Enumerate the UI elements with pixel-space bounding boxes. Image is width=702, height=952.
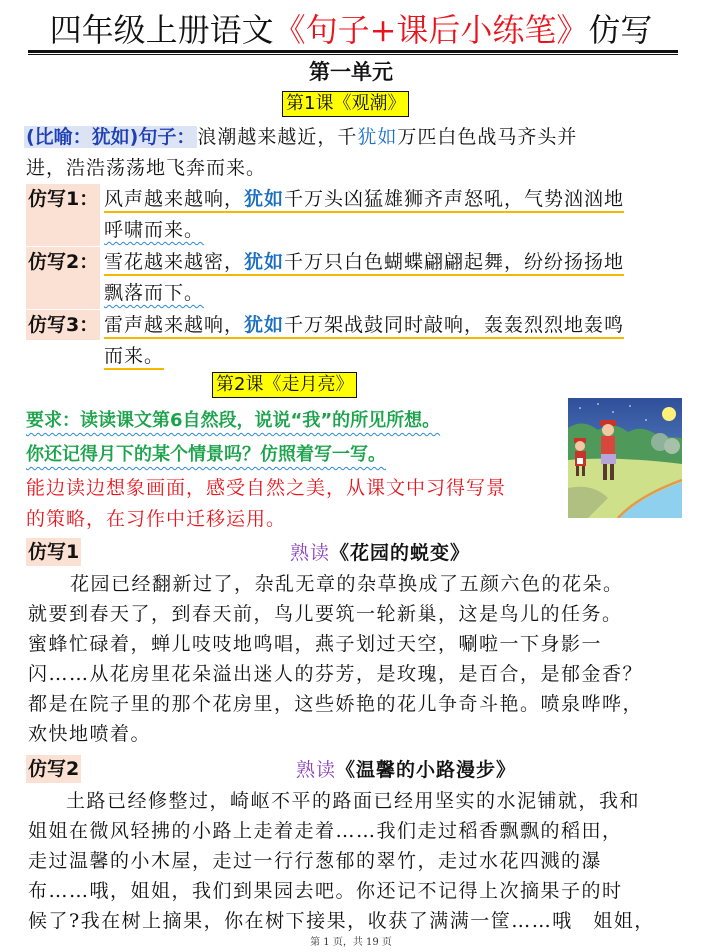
imitation-3-text-a: 雷声越来越响， [104,314,245,336]
lesson-1-tag: 第1课《观潮》 [282,91,409,117]
passage-line: 布……哦，姐姐，我们到果园去吧。你还记不记得上次摘果子的时 [28,880,623,902]
passage-line: 候了?我在树上摘果，你在树下接果，收获了满满一筐……哦 姐姐， [28,910,655,932]
goal-line-1: 能边读边想象画面，感受自然之美，从课文中习得写景 [26,477,507,499]
imitation-1-text-a: 风声越来越响， [104,188,245,210]
imitation-1-keyword: 犹如 [244,188,285,210]
passage-line: 蜜蜂忙碌着，蝉儿吱吱地鸣唱，燕子划过天空，唰啦一下身影一 [28,633,603,655]
imitation-1-text-c: 呼啸而来。 [104,219,205,241]
document-title [0,10,702,50]
passage-line: 欢快地喷着。 [28,723,152,745]
imitation-2-text-c: 飘落而下。 [104,282,205,304]
requirement-line-2 [26,442,386,468]
passage-line: 都是在院子里的那个花房里，这些娇艳的花儿争奇斗艳。喷泉哗哗， [28,693,644,715]
imitation-1-line-1 [104,186,624,212]
imitation-3-label [26,310,100,340]
imitation-3-text-b: 千万架战鼓同时敲响，轰轰烈烈地轰鸣 [284,314,625,336]
imitation-3-keyword: 犹如 [244,314,285,336]
imitation-1-text-b: 千万头凶猛雄狮齐声怒吼，气势汹汹地 [284,188,625,210]
goal-line-2: 的策略，在习作中迁移运用。 [26,508,287,530]
passage-line: 土路已经修整过，崎岖不平的路面已经用坚实的水泥铺就，我和 [66,790,641,812]
imitation-2-line-2 [104,280,204,306]
practice-2-book-title: 《温馨的小路漫步》 [336,759,517,781]
imitation-1-line-2 [104,217,204,243]
practice-2-heading [296,757,516,783]
example-sentence-line-1 [24,124,577,150]
example-keyword: 犹如 [357,126,398,148]
imitation-2-label [26,247,100,309]
title-suffix: 仿写 [588,11,653,49]
imitation-3-line-2 [104,343,164,369]
practice-2-label: 仿写2 [26,755,81,783]
imitation-1-underlined [104,188,624,213]
example-sentence-line-2: 进，浩浩荡荡地飞奔而来。 [26,157,267,179]
passage-line: 闪……从花房里花朵溢出迷人的芬芳，是玫瑰，是百合，是郁金香？ [28,663,644,685]
practice-2-passage [28,786,688,936]
practice-1-label: 仿写1 [26,538,81,566]
page-footer: 第 1 页，共 19 页 [310,937,392,948]
practice-1-heading [290,540,470,566]
imitation-2-text-a: 雪花越来越密， [104,251,245,273]
requirement-text-2: 你还记得月下的某个情景吗？仿照着写一写。 [26,444,386,465]
imitation-2-underlined [104,251,624,276]
imitation-1-label [26,184,100,246]
imitation-3-line-1 [104,312,624,338]
moon-walk-illustration [568,398,682,518]
example-text-a: 浪潮越来越近，千 [197,126,358,148]
unit-heading: 第一单元 [309,60,393,84]
passage-line: 花园已经翻新过了，杂乱无章的杂草换成了五颜六色的花朵。 [70,573,624,595]
requirement-text-1: 要求：读读课文第6自然段，说说“我”的所见所想。 [26,410,441,431]
imitation-2-line-1 [104,249,624,275]
imitation-2-text-b: 千万只白色蝴蝶翩翩起舞，纷纷扬扬地 [284,251,625,273]
title-grade: 四年级上册语文 [49,11,274,49]
imitation-3-label-text: 仿写3： [28,314,99,336]
practice-1-read-prefix: 熟读 [290,542,331,564]
example-label: (比喻：犹如)句子： [26,126,196,148]
requirement-line-1 [26,408,440,434]
imitation-3-underlined [104,314,624,339]
practice-1-book-title: 《花园的蜕变》 [330,542,471,564]
imitation-2-keyword: 犹如 [244,251,285,273]
practice-2-read-prefix: 熟读 [296,759,337,781]
imitation-3-text-c: 而来。 [104,345,164,370]
illustration-image [568,398,682,518]
title-topic: 《句子+课后小练笔》 [273,11,589,49]
example-text-b: 万匹白色战马齐头并 [397,126,578,148]
practice-1-passage [28,569,688,749]
imitation-2-label-text: 仿写2： [28,251,99,273]
passage-line: 就要到春天了，到春天前，鸟儿要筑一轮新巢，这是鸟儿的任务。 [28,603,623,625]
lesson-2-tag: 第2课《走月亮》 [212,372,357,398]
title-double-rule [28,50,678,55]
passage-line: 姐姐在微风轻拂的小路上走着走着……我们走过稻香飘飘的稻田， [28,820,623,842]
passage-line: 走过温馨的小木屋，走过一行行葱郁的翠竹，走过水花四溅的瀑 [28,850,603,872]
imitation-1-label-text: 仿写1： [28,188,99,210]
